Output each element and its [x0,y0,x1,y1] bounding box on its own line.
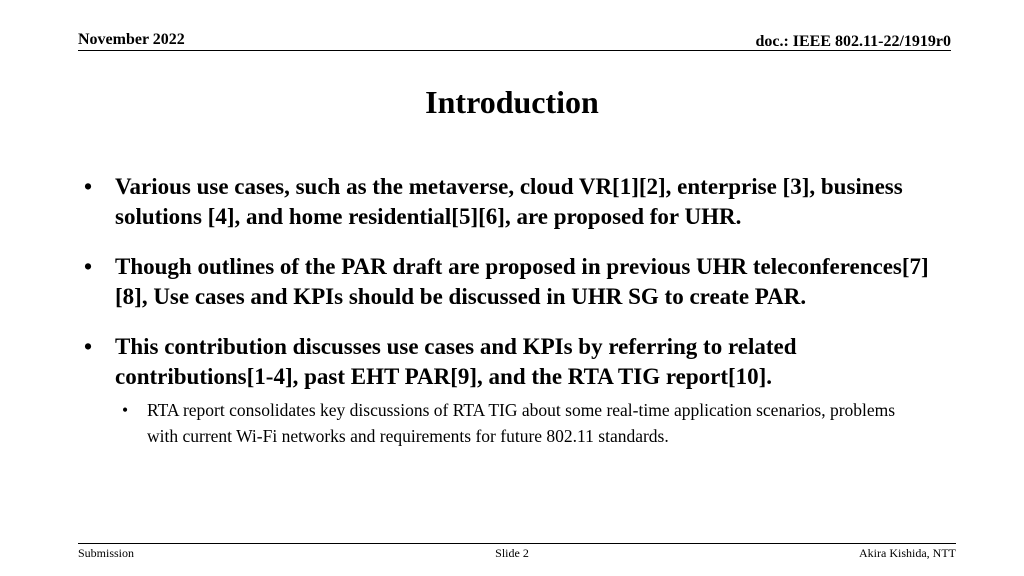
bullet-icon: • [84,254,93,279]
bullet-text: Though outlines of the PAR draft are proposed in previous UHR teleconferences[7][8], Use cases and KPIs should be discussed in UHR SG to create PAR. [115,254,929,309]
header-divider [78,50,951,51]
sub-bullet-text: RTA report consolidates key discussions of RTA TIG about some real-time application scenarios, problems with current Wi-Fi networks and requirements for future 802.11 standards. [147,400,896,446]
footer-submission: Submission [78,546,135,560]
bullet-icon: • [84,334,93,359]
slide-title: Introduction [425,84,599,120]
bullet-item [84,172,934,232]
footer-divider [78,543,956,544]
sub-bullet-item [122,397,917,449]
bullet-icon: • [84,174,93,199]
footer-slide-number: Slide 2 [495,546,529,560]
header-doc-id: doc.: IEEE 802.11-22/1919r0 [755,33,951,50]
sub-bullet-icon: • [122,400,129,420]
bullet-text: This contribution discusses use cases and KPIs by referring to related contributions[1-4], past EHT PAR[9], and the RTA TIG report[10]. [115,334,797,389]
slide-content [84,172,934,449]
footer-author: Akira Kishida, NTT [859,546,956,560]
bullet-text: Various use cases, such as the metaverse, cloud VR[1][2], enterprise [3], business solutions [4], and home residential[5][6], are proposed for UHR. [115,174,903,229]
bullet-item [84,332,934,392]
bullet-item [84,252,934,312]
header-date: November 2022 [78,31,185,48]
